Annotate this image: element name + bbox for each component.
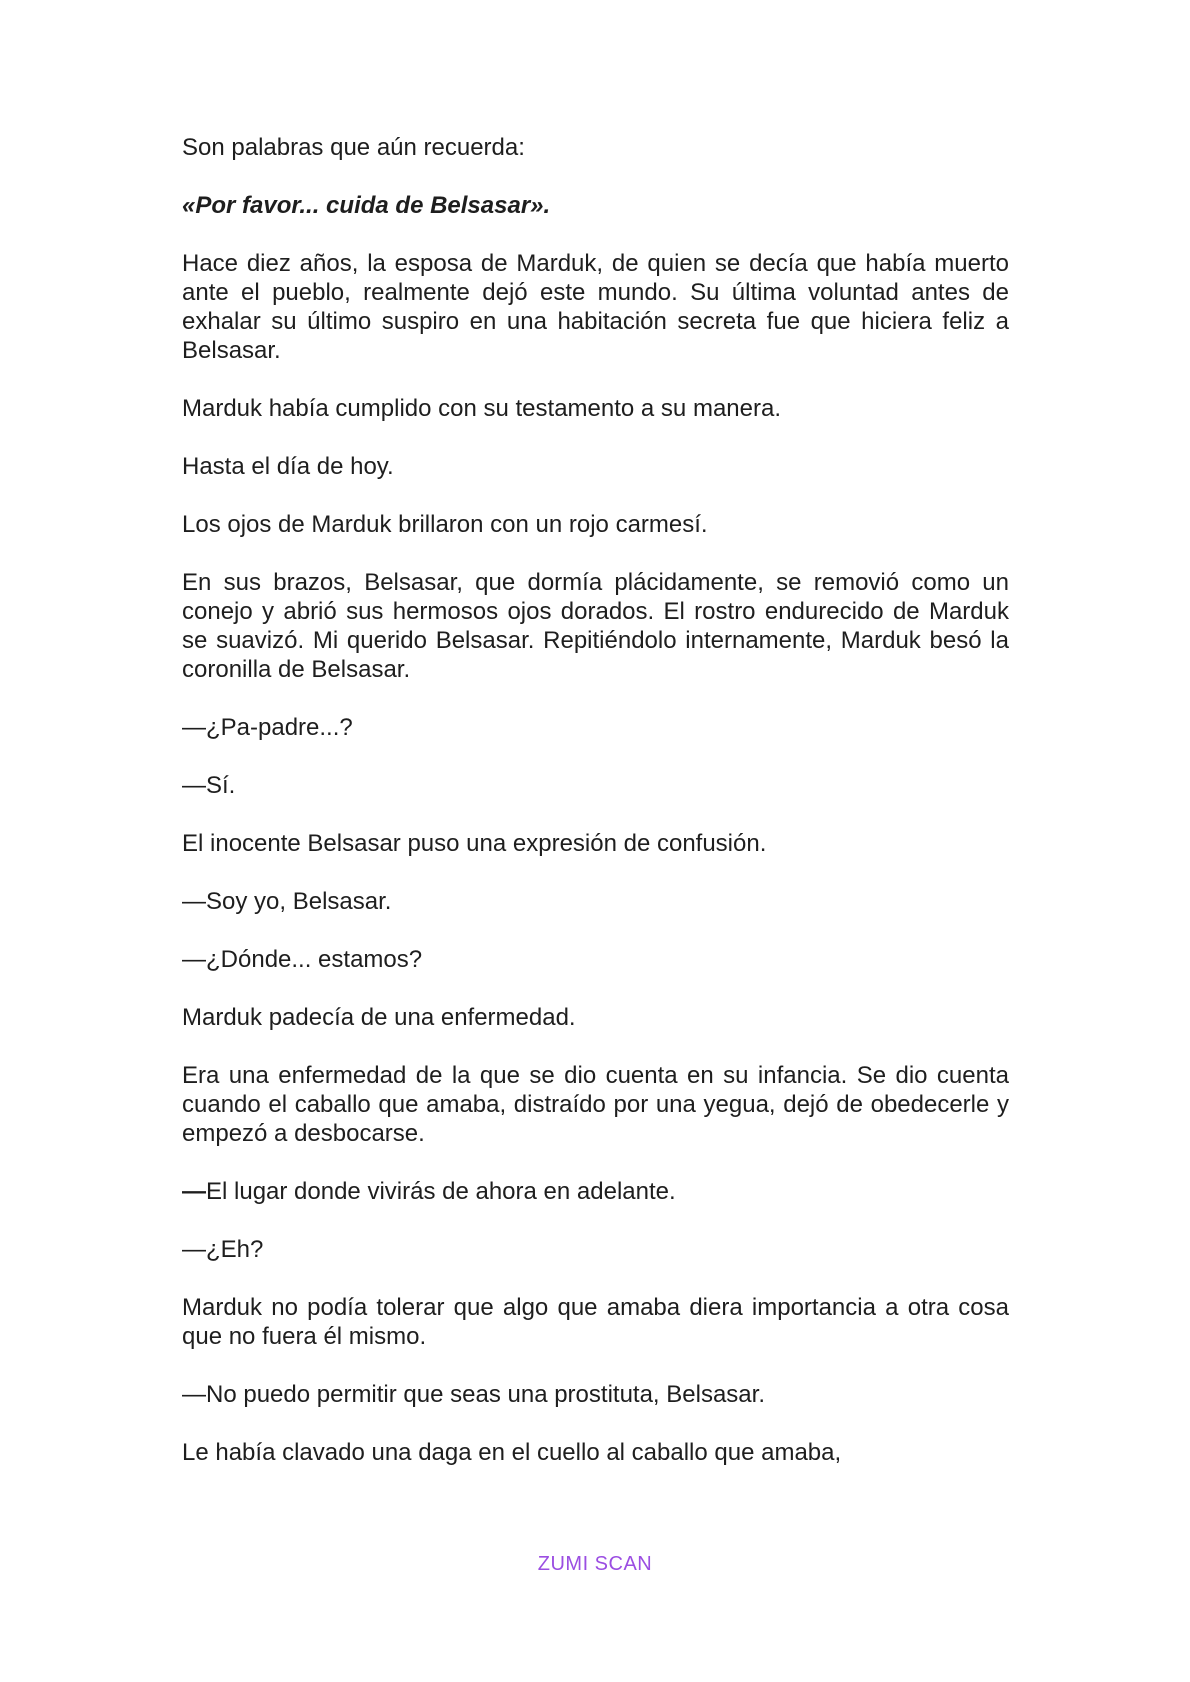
paragraph: —El lugar donde vivirás de ahora en adelante.	[182, 1178, 676, 1205]
paragraph: Los ojos de Marduk brillaron con un rojo carmesí.	[182, 511, 708, 538]
paragraph: Hace diez años, la esposa de Marduk, de quien se decía que había muerto ante el pueblo, realmente dejó este mundo. Su última voluntad antes de exhalar su último suspiro en una habitación secreta fue que hiciera feliz a Belsasar.	[182, 250, 1009, 364]
paragraph: Era una enfermedad de la que se dio cuenta en su infancia. Se dio cuenta cuando el caballo que amaba, distraído por una yegua, dejó de obedecerle y empezó a desbocarse.	[182, 1062, 1009, 1147]
paragraph: Marduk padecía de una enfermedad.	[182, 1004, 576, 1031]
paragraph: En sus brazos, Belsasar, que dormía plácidamente, se removió como un conejo y abrió sus hermosos ojos dorados. El rostro endurecido de Marduk se suavizó. Mi querido Belsasar. Repitiéndolo internamente, Marduk besó la coronilla de Belsasar.	[182, 569, 1009, 683]
scan-credit: ZUMI SCAN	[537, 1553, 653, 1575]
dialogue-dash: —	[182, 1178, 206, 1205]
paragraph: El inocente Belsasar puso una expresión de confusión.	[182, 830, 767, 857]
paragraph: «Por favor... cuida de Belsasar».	[182, 192, 551, 219]
paragraph: Marduk había cumplido con su testamento a su manera.	[182, 395, 781, 422]
paragraph: —Soy yo, Belsasar.	[182, 888, 392, 915]
document-body	[182, 133, 1009, 1496]
paragraph: Hasta el día de hoy.	[182, 453, 394, 480]
paragraph: Marduk no podía tolerar que algo que amaba diera importancia a otra cosa que no fuera él mismo.	[182, 1294, 1009, 1350]
paragraph: Son palabras que aún recuerda:	[182, 134, 525, 161]
paragraph: Le había clavado una daga en el cuello al caballo que amaba,	[182, 1439, 842, 1466]
paragraph: —No puedo permitir que seas una prostituta, Belsasar.	[182, 1381, 765, 1408]
paragraph: —¿Eh?	[182, 1236, 264, 1263]
paragraph: —¿Pa-padre...?	[182, 714, 353, 741]
paragraph: —Sí.	[182, 772, 236, 799]
paragraph: —¿Dónde... estamos?	[182, 946, 423, 973]
